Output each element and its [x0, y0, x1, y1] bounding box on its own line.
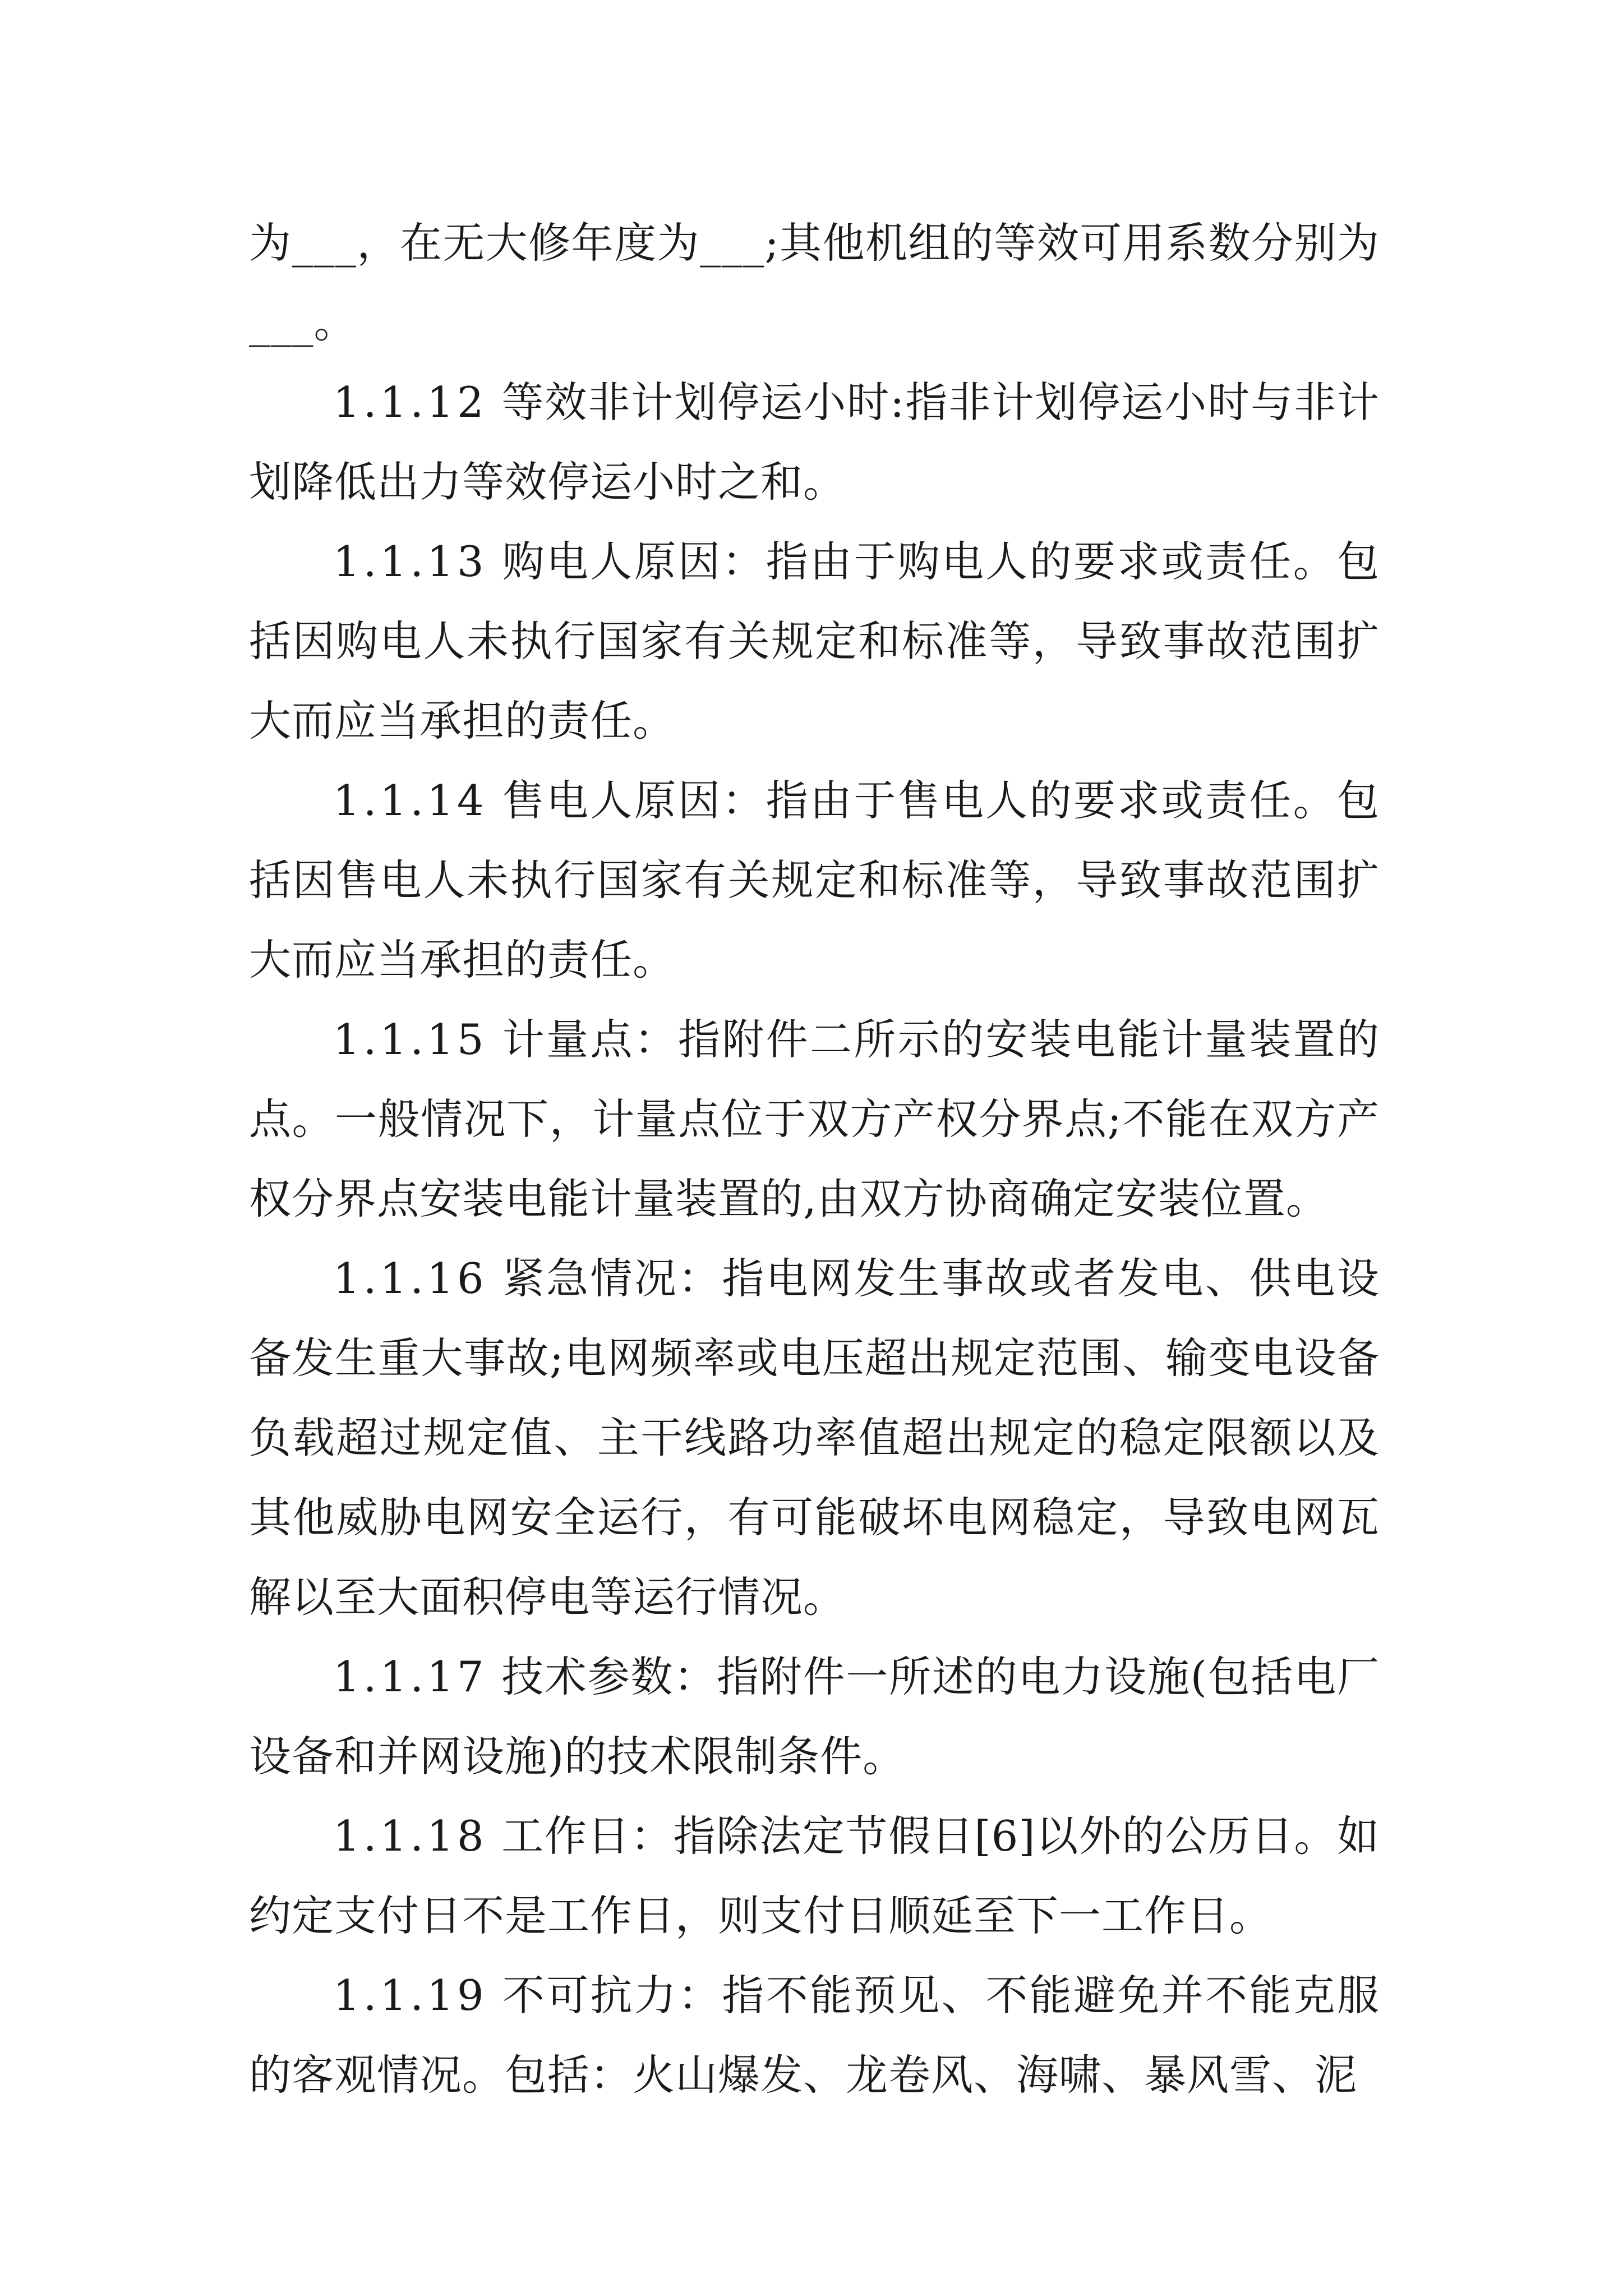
paragraph-1-1-15	[249, 1000, 1380, 1239]
paragraph-text: 等效非计划停运小时:指非计划停运小时与非计划降低出力等效停运小时之和。	[249, 378, 1380, 507]
paragraph-text: 计量点：指附件二所示的安装电能计量装置的点。一般情况下，计量点位于双方产权分界点;不能在双方产权分界点安装电能计量装置的,由双方协商确定安装位置。	[249, 1015, 1380, 1223]
paragraph-text: 不可抗力：指不能预见、不能避免并不能克服的客观情况。包括：火山爆发、龙卷风、海啸、暴风雪、泥	[249, 1971, 1380, 2100]
clause-number: 1.1.15	[333, 1015, 487, 1064]
document-body	[249, 203, 1380, 2115]
paragraph-text: 技术参数：指附件一所述的电力设施(包括电厂设备和并网设施)的技术限制条件。	[249, 1652, 1380, 1781]
paragraph-1-1-16	[249, 1239, 1380, 1637]
clause-number: 1.1.17	[333, 1652, 487, 1701]
clause-number: 1.1.19	[333, 1971, 487, 2020]
clause-number: 1.1.14	[333, 776, 487, 825]
paragraph-1-1-13	[249, 522, 1380, 761]
clause-number: 1.1.18	[333, 1811, 487, 1861]
paragraph-1-1-14	[249, 761, 1380, 1000]
paragraph-1-1-12	[249, 362, 1380, 522]
paragraph-1-1-19	[249, 1955, 1380, 2115]
paragraph-text: 为___，在无大修年度为___;其他机组的等效可用系数分别为 ___。	[249, 218, 1380, 347]
paragraph-1-1-18	[249, 1796, 1380, 1955]
paragraph-text: 工作日：指除法定节假日[6]以外的公历日。如约定支付日不是工作日，则支付日顺延至下一工作日。	[249, 1811, 1380, 1940]
paragraph-text: 售电人原因：指由于售电人的要求或责任。包括因售电人未执行国家有关规定和标准等，导致事故范围扩大而应当承担的责任。	[249, 776, 1380, 984]
paragraph-text: 购电人原因：指由于购电人的要求或责任。包括因购电人未执行国家有关规定和标准等，导致事故范围扩大而应当承担的责任。	[249, 537, 1380, 746]
clause-number: 1.1.12	[333, 378, 487, 427]
paragraph-text: 紧急情况：指电网发生事故或者发电、供电设备发生重大事故;电网频率或电压超出规定范围、输变电设备负载超过规定值、主干线路功率值超出规定的稳定限额以及其他威胁电网安全运行，有可能破坏电网稳定，导致电网瓦解以至大面积停电等运行情况。	[249, 1254, 1380, 1622]
clause-number: 1.1.13	[333, 537, 487, 586]
paragraph-continuation	[249, 203, 1380, 362]
paragraph-1-1-17	[249, 1637, 1380, 1796]
clause-number: 1.1.16	[333, 1254, 487, 1303]
